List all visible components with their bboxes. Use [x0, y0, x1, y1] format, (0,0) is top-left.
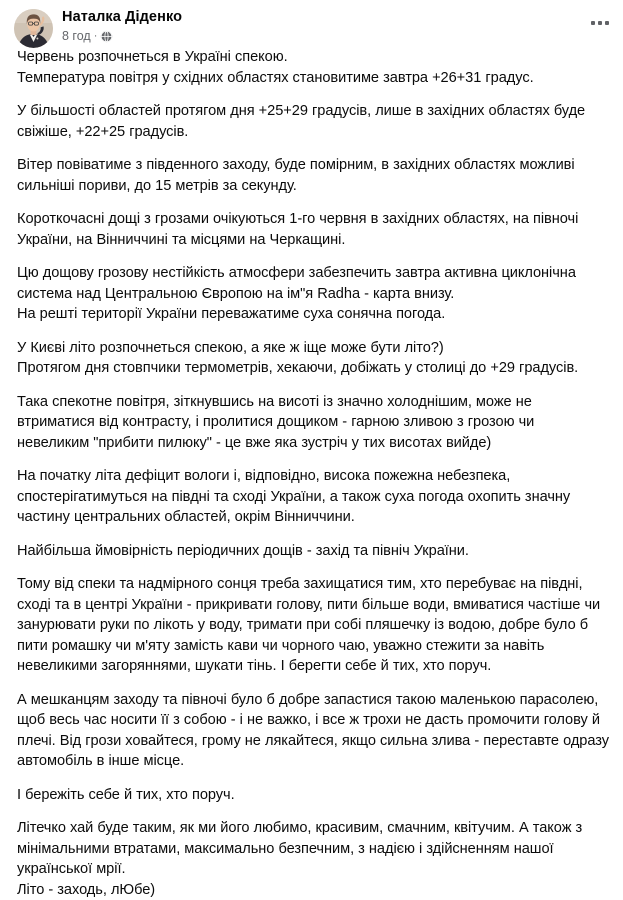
post-line: Температура повітря у східних областях становитиме завтра +26+31 градус.	[17, 68, 610, 89]
post-header	[0, 0, 623, 44]
post-options-button[interactable]	[579, 14, 609, 32]
meta-separator: ·	[94, 29, 98, 44]
author-name[interactable]: Наталка Діденко	[62, 9, 182, 26]
post-paragraph: У більшості областей протягом дня +25+29 градусів, лише в західних областях буде свіжіше, +22+25 градусів.	[17, 101, 610, 142]
post-paragraph: А мешканцям заходу та півночі було б добре запастися такою маленькою парасолею, щоб весь час носити її з собою - і не важко, і все ж трохи не дасть промочити голову й плечі. Від грози ховайтеся, грому не лякайтеся, якщо сильна злива - переставте одразу автомобіль в інше місце.	[17, 690, 610, 772]
post-paragraph: Вітер повіватиме з південного заходу, буде помірним, в західних областях можливі сильніші пориви, до 15 метрів за секунду.	[17, 155, 610, 196]
post-paragraph	[17, 338, 610, 379]
post-body	[0, 44, 623, 900]
post-paragraph: Тому від спеки та надмірного сонця треба захищатися тим, хто перебуває на півдні, сході та в центрі України - прикривати голову, пити більше води, вмиватися частіше чи занурювати руки по лікоть у воду, тримати при собі пляшечку із водою, добре було б пити ромашку чи м'яту замість кави чи чорного чаю, уважно стежити за навіть невеликими загоряннями, шукати тінь. І берегти себе й тих, хто поруч.	[17, 574, 610, 677]
post-line: Цю дощову грозову нестійкість атмосфери забезпечить завтра активна циклонічна система над Центральною Європою на ім"я Radha - карта внизу.	[17, 263, 610, 304]
ellipsis-dot	[605, 21, 609, 25]
post-paragraph: На початку літа дефіцит вологи і, відповідно, висока пожежна небезпека, спостерігатимуться на півдні та сході України, а також суха погода охопить значну частину центральних областей, окрім Вінниччини.	[17, 466, 610, 528]
post-line: Літечко хай буде таким, як ми його любимо, красивим, смачним, квітучим. А також з мінімальними втратами, максимально безпечним, з надією і здійсненням нашої української мрії.	[17, 818, 610, 880]
post-timestamp[interactable]: 8 год	[62, 29, 91, 44]
post-line: На решті території України переважатиме суха сонячна погода.	[17, 304, 610, 325]
post-line: Червень розпочнеться в Україні спекою.	[17, 47, 610, 68]
post-paragraph: І бережіть себе й тих, хто поруч.	[17, 785, 610, 806]
post-submeta	[62, 29, 182, 44]
post-paragraph: Така спекотне повітря, зіткнувшись на висоті із значно холоднішим, може не втриматися від контрасту, і пролитися дощиком - гарною зливою з грозою чи невеликим "прибити пилюку" - це вже яка зустріч у тих висотах вийде)	[17, 392, 610, 454]
globe-icon[interactable]	[100, 30, 113, 43]
post-paragraph	[17, 818, 610, 900]
ellipsis-dot	[591, 21, 595, 25]
post-line: Протягом дня стовпчики термометрів, хекаючи, добіжать у столиці до +29 градусів.	[17, 358, 610, 379]
post-paragraph: Найбільша ймовірність періодичних дощів - захід та північ України.	[17, 541, 610, 562]
post-header-meta	[62, 8, 182, 44]
user-avatar-photo	[14, 9, 53, 48]
post-paragraph	[17, 47, 610, 88]
post-line: Літо - заходь, лЮбе)	[17, 880, 610, 900]
avatar[interactable]	[14, 9, 53, 48]
post-line: У Києві літо розпочнеться спекою, а яке ж іще може бути літо?)	[17, 338, 610, 359]
ellipsis-dot	[598, 21, 602, 25]
post-paragraph	[17, 263, 610, 325]
post-paragraph: Короткочасні дощі з грозами очікуються 1-го червня в західних областях, на півночі України, на Вінниччині та місцями на Черкащині.	[17, 209, 610, 250]
